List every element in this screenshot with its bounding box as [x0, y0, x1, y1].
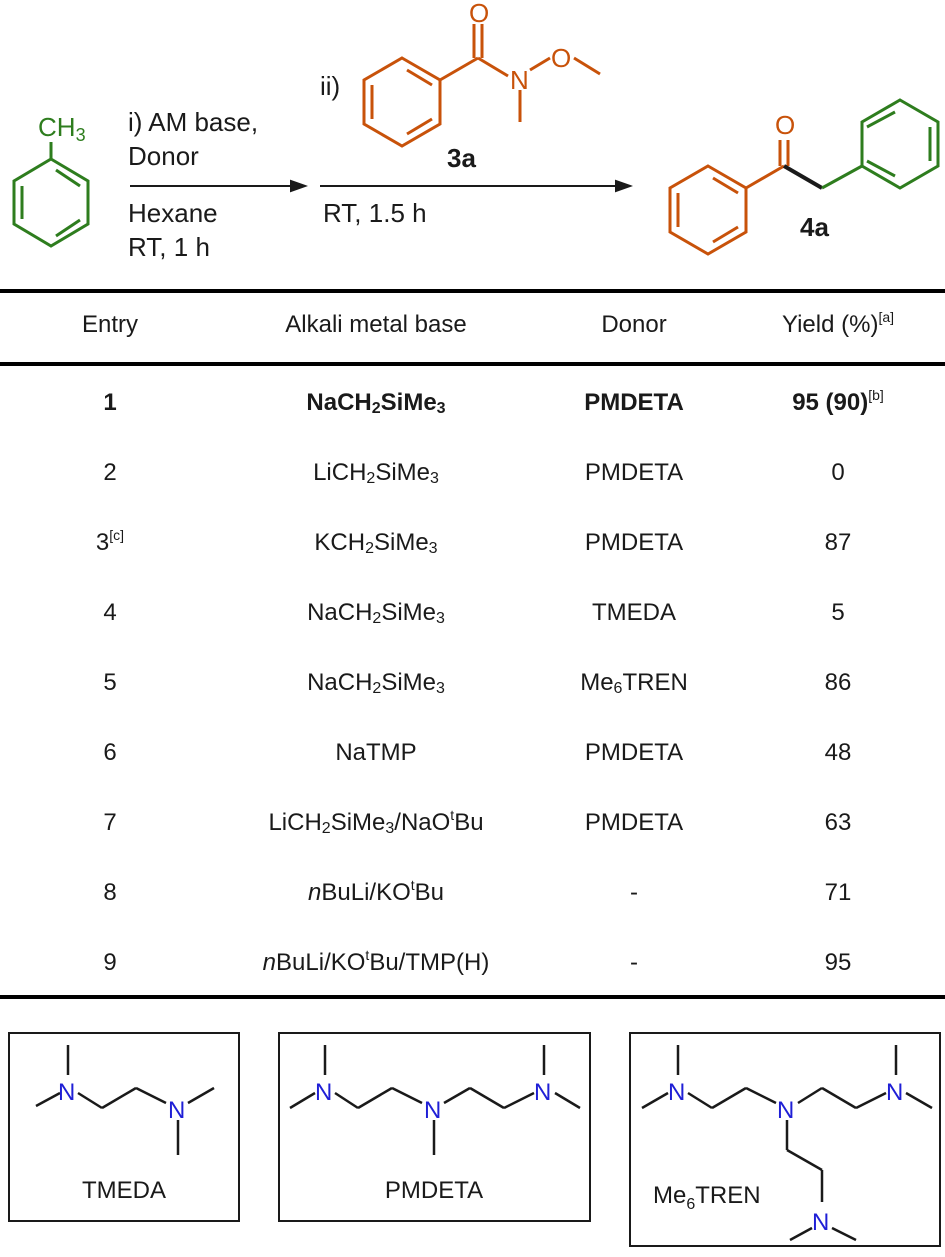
row9-entry: 9	[103, 949, 117, 976]
row3-entry-note: [c]	[109, 527, 125, 543]
pmdeta-label: PMDETA	[384, 1177, 484, 1204]
row3-entry-value: 3	[95, 529, 110, 556]
product-oxygen: O	[775, 110, 796, 140]
row8-donor: -	[630, 879, 638, 906]
row8-yield: 71	[824, 879, 852, 906]
tmeda-box	[9, 1033, 239, 1221]
row5-donor: $Me_6TREN$	[580, 669, 688, 697]
tmeda-label: TMEDA	[82, 1177, 166, 1204]
pmdeta-n1: N	[315, 1079, 333, 1106]
me6tren-n4: N	[812, 1209, 830, 1236]
product-4a-label: 4a	[800, 212, 829, 242]
step2-label: ii)	[320, 71, 341, 101]
row2-base: LiCH$_2$SiMe$_3$	[313, 459, 439, 487]
row1-yield-value: 95 (90)	[792, 389, 869, 416]
me6tren-n2: N	[777, 1097, 795, 1124]
row2-yield: 0	[831, 459, 845, 486]
row3-base: $KCH_2SiMe_3$	[314, 529, 438, 557]
reagent-3a-label: 3a	[447, 143, 476, 173]
row1-entry: 1	[103, 389, 117, 416]
row7-entry: 7	[103, 809, 117, 836]
reagent-nitrogen: N	[510, 65, 529, 95]
me6tren-n1: N	[668, 1079, 686, 1106]
row8-entry: 8	[103, 879, 117, 906]
row9-base: nBuLi/$KO^tBu/TMP(H)$	[262, 947, 490, 976]
row1-yield-note: [b]	[868, 387, 884, 403]
header-base: Alkali metal base	[285, 311, 467, 338]
row3-yield: 87	[824, 529, 852, 556]
header-entry: Entry	[81, 311, 139, 338]
row6-base: NaTMP	[335, 739, 417, 766]
row9-yield: 95	[824, 949, 852, 976]
step1-line3: Hexane	[128, 198, 218, 228]
toluene-label: CH3	[38, 112, 86, 145]
pmdeta-n3: N	[534, 1079, 552, 1106]
header-yield-note: [a]	[878, 309, 895, 325]
header-donor: Donor	[601, 311, 667, 338]
row6-yield: 48	[824, 739, 852, 766]
pmdeta-n2: N	[424, 1097, 442, 1124]
row6-donor: PMDETA	[584, 739, 684, 766]
row1-donor: PMDETA	[584, 389, 684, 416]
row4-donor: TMEDA	[592, 599, 676, 626]
row7-donor: PMDETA	[584, 809, 684, 836]
row7-base: LiCH$_2$SiMe$_3$/NaO$^t$Bu	[268, 807, 484, 837]
me6tren-label: $Me_6TREN$	[653, 1182, 761, 1213]
row4-entry: 4	[103, 599, 117, 626]
row3-donor: PMDETA	[584, 529, 684, 556]
row2-donor: PMDETA	[584, 459, 684, 486]
row5-base: NaCH$_2$SiMe$_3$	[307, 669, 445, 697]
row4-yield: 5	[831, 599, 845, 626]
header-yield-text: Yield (%)	[781, 311, 879, 338]
row7-yield: 63	[824, 809, 852, 836]
row1-base: NaCH$_2$SiMe$_3$	[306, 389, 446, 417]
tmeda-n1: N	[58, 1079, 76, 1106]
row5-entry: 5	[103, 669, 117, 696]
row6-entry: 6	[103, 739, 117, 766]
row8-base: nBuLi/$KO^tBu$	[308, 877, 444, 906]
me6tren-n3: N	[886, 1079, 904, 1106]
row4-base: NaCH$_2$SiMe$_3$	[307, 599, 445, 627]
step1-line4: RT, 1 h	[128, 232, 210, 262]
reagent-oxygen-carbonyl: O	[469, 0, 490, 28]
reagent-oxygen-methoxy: O	[551, 43, 572, 73]
pmdeta-box	[279, 1033, 590, 1221]
step1-line2: Donor	[128, 141, 199, 171]
row9-donor: -	[630, 949, 638, 976]
tmeda-n2: N	[168, 1097, 186, 1124]
me6tren-box	[630, 1033, 940, 1246]
row5-yield: 86	[824, 669, 852, 696]
step2-conditions: RT, 1.5 h	[323, 198, 427, 228]
step1-line1: i) AM base,	[128, 107, 259, 137]
row2-entry: 2	[103, 459, 117, 486]
